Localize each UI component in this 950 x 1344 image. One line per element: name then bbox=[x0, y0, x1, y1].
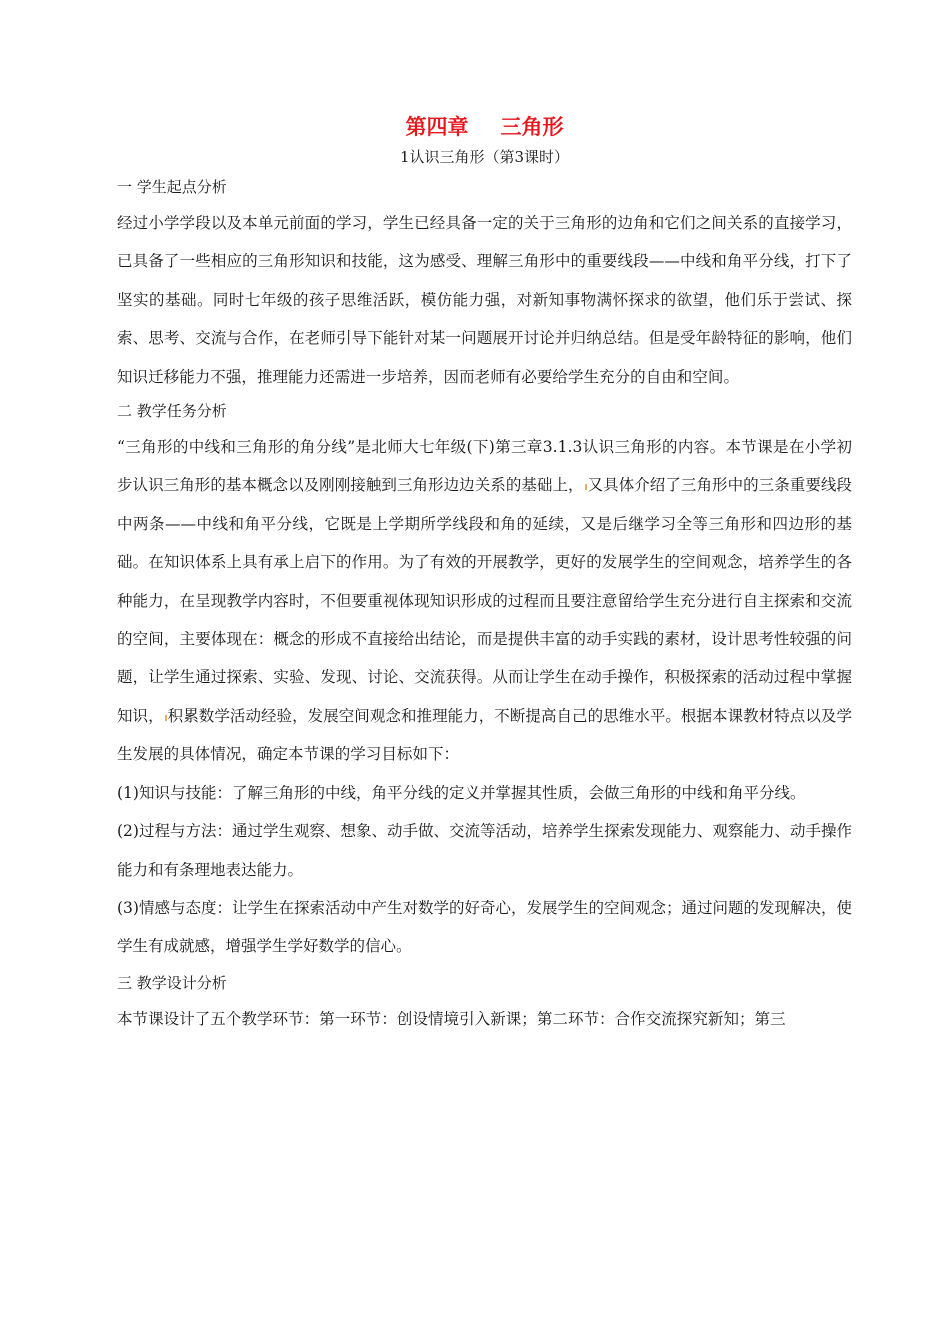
section-body-design-analysis: 本节课设计了五个教学环节：第一环节：创设情境引入新课；第二环节：合作交流探究新知；第三 bbox=[117, 1009, 786, 1028]
task-analysis-part-c: 积累数学活动经验，发展空间观念和推理能力，不断提高自己的思维水平。根据本课教材特点以及学生发展的具体情况，确定本节课的学习目标如下： bbox=[117, 706, 853, 764]
section-body-student-analysis: 经过小学学段以及本单元前面的学习，学生已经具备一定的关于三角形的边角和它们之间关系的直接学习，已具备了一些相应的三角形知识和技能，这为感受、理解三角形中的重要线段——中线和角平分线，打下了坚实的基础。同时七年级的孩子思维活跃，模仿能力强，对新知事物满怀探求的欲望，他们乐于尝试、探索、思考、交流与合作，在老师引导下能针对某一问题展开讨论并归纳总结。但是受年龄特征的影响，他们知识迁移能力不强，推理能力还需进一步培养，因而老师有必要给学生充分的自由和空间。 bbox=[117, 214, 852, 386]
chapter-name: 三角形 bbox=[500, 114, 564, 139]
annotation-mark bbox=[585, 484, 587, 490]
lesson-subtitle: 1认识三角形（第3课时） bbox=[399, 148, 570, 166]
task-analysis-part-a: “三角形的中线和三角形的角分线”是北师大七年级(下)第三章3.1.3认识三角形的内容。本节课是在小学初步认识三角形的基本概念以及刚刚接触到三角形边边关系的基础上， bbox=[117, 438, 852, 495]
chapter-number: 第四章 bbox=[405, 114, 469, 139]
learning-goal-process: (2)过程与方法：通过学生观察、想象、动手做、交流等活动，培养学生探索发现能力、观察能力、动手操作能力和有条理地表达能力。 bbox=[117, 822, 852, 879]
section-heading-design-analysis: 三 教学设计分析 bbox=[117, 973, 227, 992]
section-heading-student-analysis: 一 学生起点分析 bbox=[117, 178, 227, 196]
document-page bbox=[117, 110, 852, 1040]
annotation-mark bbox=[165, 715, 167, 721]
task-analysis-part-b: 又具体介绍了三角形中的三条重要线段中两条——中线和角平分线，它既是上学期所学线段和角的延续，又是后继学习全等三角形和四边形的基础。在知识体系上具有承上启下的作用。为了有效的开展教学，更好的发展学生的空间观念，培养学生的各种能力，在呈现教学内容时，不但要重视体现知识形成的过程而且要注意留给学生充分进行自主探索和交流的空间，主要体现在：概念的形成不直接给出结论，而是提供丰富的动手实践的素材，设计思考性较强的问题，让学生通过探索、实验、发现、讨论、交流获得。从而让学生在动手操作，积极探索的活动过程中掌握知识， bbox=[117, 476, 852, 725]
chapter-title bbox=[117, 110, 852, 144]
learning-goal-attitude: (3)情感与态度：让学生在探索活动中产生对数学的好奇心，发展学生的空间观念；通过问题的发现解决，使学生有成就感，增强学生学好数学的信心。 bbox=[117, 898, 852, 956]
section-heading-task-analysis: 二 教学任务分析 bbox=[117, 402, 227, 421]
section-body-task-analysis bbox=[117, 428, 852, 774]
learning-goal-knowledge: (1)知识与技能：了解三角形的中线，角平分线的定义并掌握其性质，会做三角形的中线和角平分线。 bbox=[117, 783, 806, 802]
